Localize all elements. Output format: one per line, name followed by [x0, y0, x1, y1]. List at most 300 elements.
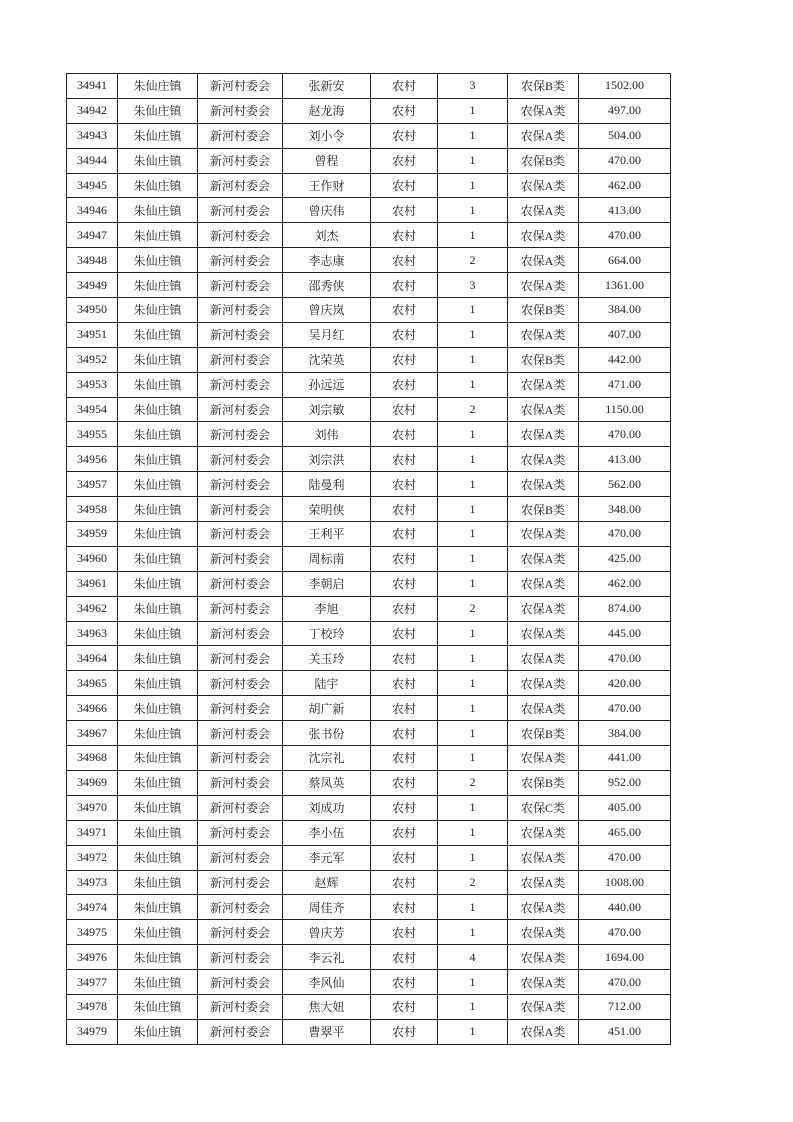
area-type-cell: 农村: [371, 522, 438, 547]
amount-cell: 384.00: [579, 721, 671, 746]
village-committee-cell: 新河村委会: [198, 596, 283, 621]
household-count-cell: 1: [438, 920, 508, 945]
town-cell: 朱仙庄镇: [118, 298, 198, 323]
row-id-cell: 34975: [67, 920, 118, 945]
row-id-cell: 34972: [67, 845, 118, 870]
household-count-cell: 1: [438, 571, 508, 596]
village-committee-cell: 新河村委会: [198, 223, 283, 248]
insurance-category-cell: 农保A类: [508, 123, 579, 148]
table-row: [67, 795, 671, 820]
person-name-cell: 刘宗洪: [283, 447, 371, 472]
household-count-cell: 1: [438, 198, 508, 223]
table-row: [67, 298, 671, 323]
person-name-cell: 王利平: [283, 522, 371, 547]
row-id-cell: 34971: [67, 820, 118, 845]
town-cell: 朱仙庄镇: [118, 472, 198, 497]
table-row: [67, 1019, 671, 1044]
insurance-category-cell: 农保B类: [508, 74, 579, 99]
person-name-cell: 邵秀侠: [283, 273, 371, 298]
table-row: [67, 447, 671, 472]
table-row: [67, 422, 671, 447]
amount-cell: 440.00: [579, 895, 671, 920]
insurance-category-cell: 农保C类: [508, 795, 579, 820]
amount-cell: 470.00: [579, 970, 671, 995]
household-count-cell: 3: [438, 74, 508, 99]
amount-cell: 562.00: [579, 472, 671, 497]
amount-cell: 1150.00: [579, 397, 671, 422]
town-cell: 朱仙庄镇: [118, 546, 198, 571]
village-committee-cell: 新河村委会: [198, 671, 283, 696]
data-table: [66, 73, 671, 1045]
town-cell: 朱仙庄镇: [118, 571, 198, 596]
amount-cell: 407.00: [579, 322, 671, 347]
village-committee-cell: 新河村委会: [198, 347, 283, 372]
table-row: [67, 322, 671, 347]
table-row: [67, 646, 671, 671]
insurance-category-cell: 农保A类: [508, 522, 579, 547]
table-row: [67, 347, 671, 372]
amount-cell: 384.00: [579, 298, 671, 323]
town-cell: 朱仙庄镇: [118, 397, 198, 422]
insurance-category-cell: 农保A类: [508, 1019, 579, 1044]
insurance-category-cell: 农保A类: [508, 970, 579, 995]
amount-cell: 445.00: [579, 621, 671, 646]
area-type-cell: 农村: [371, 447, 438, 472]
town-cell: 朱仙庄镇: [118, 322, 198, 347]
town-cell: 朱仙庄镇: [118, 746, 198, 771]
household-count-cell: 1: [438, 223, 508, 248]
area-type-cell: 农村: [371, 770, 438, 795]
table-row: [67, 123, 671, 148]
amount-cell: 470.00: [579, 148, 671, 173]
household-count-cell: 1: [438, 820, 508, 845]
amount-cell: 497.00: [579, 98, 671, 123]
amount-cell: 462.00: [579, 571, 671, 596]
town-cell: 朱仙庄镇: [118, 372, 198, 397]
area-type-cell: 农村: [371, 472, 438, 497]
household-count-cell: 1: [438, 522, 508, 547]
insurance-category-cell: 农保A类: [508, 646, 579, 671]
household-count-cell: 1: [438, 123, 508, 148]
row-id-cell: 34949: [67, 273, 118, 298]
row-id-cell: 34946: [67, 198, 118, 223]
insurance-category-cell: 农保A类: [508, 820, 579, 845]
insurance-category-cell: 农保A类: [508, 372, 579, 397]
amount-cell: 470.00: [579, 646, 671, 671]
area-type-cell: 农村: [371, 1019, 438, 1044]
row-id-cell: 34966: [67, 696, 118, 721]
amount-cell: 470.00: [579, 223, 671, 248]
area-type-cell: 农村: [371, 422, 438, 447]
table-row: [67, 248, 671, 273]
table-row: [67, 223, 671, 248]
person-name-cell: 曹翠平: [283, 1019, 371, 1044]
village-committee-cell: 新河村委会: [198, 770, 283, 795]
area-type-cell: 农村: [371, 820, 438, 845]
table-row: [67, 522, 671, 547]
row-id-cell: 34942: [67, 98, 118, 123]
row-id-cell: 34973: [67, 870, 118, 895]
town-cell: 朱仙庄镇: [118, 870, 198, 895]
amount-cell: 664.00: [579, 248, 671, 273]
person-name-cell: 王作财: [283, 173, 371, 198]
row-id-cell: 34959: [67, 522, 118, 547]
household-count-cell: 1: [438, 372, 508, 397]
table-row: [67, 870, 671, 895]
person-name-cell: 李元军: [283, 845, 371, 870]
amount-cell: 470.00: [579, 845, 671, 870]
row-id-cell: 34977: [67, 970, 118, 995]
town-cell: 朱仙庄镇: [118, 347, 198, 372]
household-count-cell: 2: [438, 596, 508, 621]
person-name-cell: 李旭: [283, 596, 371, 621]
table-row: [67, 994, 671, 1019]
town-cell: 朱仙庄镇: [118, 596, 198, 621]
table-row: [67, 920, 671, 945]
town-cell: 朱仙庄镇: [118, 273, 198, 298]
area-type-cell: 农村: [371, 248, 438, 273]
village-committee-cell: 新河村委会: [198, 522, 283, 547]
person-name-cell: 张书份: [283, 721, 371, 746]
town-cell: 朱仙庄镇: [118, 671, 198, 696]
town-cell: 朱仙庄镇: [118, 173, 198, 198]
person-name-cell: 荣明侠: [283, 497, 371, 522]
table-row: [67, 895, 671, 920]
insurance-category-cell: 农保A类: [508, 945, 579, 970]
household-count-cell: 1: [438, 298, 508, 323]
table-row: [67, 148, 671, 173]
insurance-category-cell: 农保A类: [508, 98, 579, 123]
town-cell: 朱仙庄镇: [118, 223, 198, 248]
town-cell: 朱仙庄镇: [118, 845, 198, 870]
person-name-cell: 周佳齐: [283, 895, 371, 920]
row-id-cell: 34970: [67, 795, 118, 820]
person-name-cell: 李云礼: [283, 945, 371, 970]
person-name-cell: 吴月红: [283, 322, 371, 347]
amount-cell: 413.00: [579, 198, 671, 223]
insurance-category-cell: 农保A类: [508, 596, 579, 621]
person-name-cell: 刘杰: [283, 223, 371, 248]
area-type-cell: 农村: [371, 970, 438, 995]
person-name-cell: 蔡凤英: [283, 770, 371, 795]
amount-cell: 1502.00: [579, 74, 671, 99]
amount-cell: 470.00: [579, 422, 671, 447]
village-committee-cell: 新河村委会: [198, 920, 283, 945]
insurance-category-cell: 农保B类: [508, 721, 579, 746]
household-count-cell: 1: [438, 646, 508, 671]
insurance-category-cell: 农保B类: [508, 298, 579, 323]
area-type-cell: 农村: [371, 696, 438, 721]
village-committee-cell: 新河村委会: [198, 198, 283, 223]
village-committee-cell: 新河村委会: [198, 273, 283, 298]
area-type-cell: 农村: [371, 795, 438, 820]
area-type-cell: 农村: [371, 273, 438, 298]
village-committee-cell: 新河村委会: [198, 372, 283, 397]
village-committee-cell: 新河村委会: [198, 472, 283, 497]
village-committee-cell: 新河村委会: [198, 696, 283, 721]
amount-cell: 451.00: [579, 1019, 671, 1044]
household-count-cell: 1: [438, 994, 508, 1019]
row-id-cell: 34961: [67, 571, 118, 596]
household-count-cell: 1: [438, 347, 508, 372]
town-cell: 朱仙庄镇: [118, 795, 198, 820]
person-name-cell: 孙远远: [283, 372, 371, 397]
table-row: [67, 596, 671, 621]
town-cell: 朱仙庄镇: [118, 74, 198, 99]
table-row: [67, 671, 671, 696]
insurance-category-cell: 农保A类: [508, 621, 579, 646]
area-type-cell: 农村: [371, 994, 438, 1019]
amount-cell: 470.00: [579, 696, 671, 721]
person-name-cell: 曾庆芳: [283, 920, 371, 945]
household-count-cell: 1: [438, 970, 508, 995]
row-id-cell: 34954: [67, 397, 118, 422]
table-row: [67, 621, 671, 646]
town-cell: 朱仙庄镇: [118, 920, 198, 945]
household-count-cell: 1: [438, 472, 508, 497]
table-row: [67, 845, 671, 870]
household-count-cell: 1: [438, 546, 508, 571]
household-count-cell: 2: [438, 397, 508, 422]
area-type-cell: 农村: [371, 74, 438, 99]
village-committee-cell: 新河村委会: [198, 123, 283, 148]
household-count-cell: 1: [438, 98, 508, 123]
insurance-category-cell: 农保A类: [508, 546, 579, 571]
town-cell: 朱仙庄镇: [118, 945, 198, 970]
household-count-cell: 2: [438, 770, 508, 795]
row-id-cell: 34943: [67, 123, 118, 148]
area-type-cell: 农村: [371, 347, 438, 372]
row-id-cell: 34957: [67, 472, 118, 497]
village-committee-cell: 新河村委会: [198, 571, 283, 596]
village-committee-cell: 新河村委会: [198, 994, 283, 1019]
village-committee-cell: 新河村委会: [198, 870, 283, 895]
person-name-cell: 刘成功: [283, 795, 371, 820]
area-type-cell: 农村: [371, 223, 438, 248]
insurance-category-cell: 农保A类: [508, 696, 579, 721]
area-type-cell: 农村: [371, 298, 438, 323]
area-type-cell: 农村: [371, 870, 438, 895]
table-row: [67, 696, 671, 721]
person-name-cell: 曾庆岚: [283, 298, 371, 323]
village-committee-cell: 新河村委会: [198, 422, 283, 447]
town-cell: 朱仙庄镇: [118, 123, 198, 148]
insurance-category-cell: 农保A类: [508, 870, 579, 895]
row-id-cell: 34960: [67, 546, 118, 571]
person-name-cell: 李志康: [283, 248, 371, 273]
person-name-cell: 陆宇: [283, 671, 371, 696]
row-id-cell: 34964: [67, 646, 118, 671]
amount-cell: 1008.00: [579, 870, 671, 895]
row-id-cell: 34979: [67, 1019, 118, 1044]
table-body: [67, 74, 671, 1045]
household-count-cell: 4: [438, 945, 508, 970]
table-row: [67, 721, 671, 746]
town-cell: 朱仙庄镇: [118, 1019, 198, 1044]
area-type-cell: 农村: [371, 895, 438, 920]
household-count-cell: 1: [438, 148, 508, 173]
table-row: [67, 273, 671, 298]
amount-cell: 874.00: [579, 596, 671, 621]
village-committee-cell: 新河村委会: [198, 970, 283, 995]
person-name-cell: 胡广新: [283, 696, 371, 721]
person-name-cell: 沈荣英: [283, 347, 371, 372]
village-committee-cell: 新河村委会: [198, 397, 283, 422]
table-row: [67, 770, 671, 795]
row-id-cell: 34967: [67, 721, 118, 746]
village-committee-cell: 新河村委会: [198, 845, 283, 870]
insurance-category-cell: 农保A类: [508, 273, 579, 298]
row-id-cell: 34952: [67, 347, 118, 372]
insurance-category-cell: 农保B类: [508, 770, 579, 795]
area-type-cell: 农村: [371, 920, 438, 945]
household-count-cell: 1: [438, 322, 508, 347]
row-id-cell: 34945: [67, 173, 118, 198]
row-id-cell: 34950: [67, 298, 118, 323]
table-row: [67, 173, 671, 198]
amount-cell: 441.00: [579, 746, 671, 771]
village-committee-cell: 新河村委会: [198, 746, 283, 771]
insurance-category-cell: 农保A类: [508, 746, 579, 771]
area-type-cell: 农村: [371, 571, 438, 596]
insurance-category-cell: 农保A类: [508, 198, 579, 223]
area-type-cell: 农村: [371, 397, 438, 422]
person-name-cell: 焦大妞: [283, 994, 371, 1019]
insurance-category-cell: 农保A类: [508, 422, 579, 447]
person-name-cell: 李风仙: [283, 970, 371, 995]
person-name-cell: 李朝启: [283, 571, 371, 596]
village-committee-cell: 新河村委会: [198, 820, 283, 845]
household-count-cell: 1: [438, 173, 508, 198]
amount-cell: 504.00: [579, 123, 671, 148]
amount-cell: 420.00: [579, 671, 671, 696]
village-committee-cell: 新河村委会: [198, 298, 283, 323]
insurance-category-cell: 农保A类: [508, 248, 579, 273]
household-count-cell: 1: [438, 1019, 508, 1044]
row-id-cell: 34948: [67, 248, 118, 273]
town-cell: 朱仙庄镇: [118, 820, 198, 845]
amount-cell: 462.00: [579, 173, 671, 198]
row-id-cell: 34965: [67, 671, 118, 696]
person-name-cell: 周标南: [283, 546, 371, 571]
village-committee-cell: 新河村委会: [198, 945, 283, 970]
table-row: [67, 970, 671, 995]
household-count-cell: 3: [438, 273, 508, 298]
village-committee-cell: 新河村委会: [198, 173, 283, 198]
area-type-cell: 农村: [371, 746, 438, 771]
table-row: [67, 198, 671, 223]
household-count-cell: 1: [438, 895, 508, 920]
area-type-cell: 农村: [371, 596, 438, 621]
town-cell: 朱仙庄镇: [118, 621, 198, 646]
row-id-cell: 34976: [67, 945, 118, 970]
amount-cell: 952.00: [579, 770, 671, 795]
row-id-cell: 34974: [67, 895, 118, 920]
row-id-cell: 34978: [67, 994, 118, 1019]
town-cell: 朱仙庄镇: [118, 770, 198, 795]
village-committee-cell: 新河村委会: [198, 646, 283, 671]
area-type-cell: 农村: [371, 148, 438, 173]
town-cell: 朱仙庄镇: [118, 696, 198, 721]
person-name-cell: 赵辉: [283, 870, 371, 895]
amount-cell: 413.00: [579, 447, 671, 472]
household-count-cell: 1: [438, 795, 508, 820]
village-committee-cell: 新河村委会: [198, 248, 283, 273]
row-id-cell: 34956: [67, 447, 118, 472]
household-count-cell: 1: [438, 621, 508, 646]
person-name-cell: 丁校玲: [283, 621, 371, 646]
area-type-cell: 农村: [371, 845, 438, 870]
town-cell: 朱仙庄镇: [118, 895, 198, 920]
insurance-category-cell: 农保A类: [508, 895, 579, 920]
village-committee-cell: 新河村委会: [198, 322, 283, 347]
town-cell: 朱仙庄镇: [118, 447, 198, 472]
insurance-category-cell: 农保A类: [508, 397, 579, 422]
amount-cell: 470.00: [579, 920, 671, 945]
town-cell: 朱仙庄镇: [118, 422, 198, 447]
town-cell: 朱仙庄镇: [118, 248, 198, 273]
household-count-cell: 1: [438, 696, 508, 721]
town-cell: 朱仙庄镇: [118, 721, 198, 746]
insurance-category-cell: 农保A类: [508, 223, 579, 248]
amount-cell: 348.00: [579, 497, 671, 522]
insurance-category-cell: 农保A类: [508, 472, 579, 497]
person-name-cell: 曾程: [283, 148, 371, 173]
area-type-cell: 农村: [371, 671, 438, 696]
insurance-category-cell: 农保A类: [508, 173, 579, 198]
amount-cell: 712.00: [579, 994, 671, 1019]
village-committee-cell: 新河村委会: [198, 74, 283, 99]
village-committee-cell: 新河村委会: [198, 447, 283, 472]
area-type-cell: 农村: [371, 372, 438, 397]
insurance-category-cell: 农保A类: [508, 571, 579, 596]
village-committee-cell: 新河村委会: [198, 621, 283, 646]
village-committee-cell: 新河村委会: [198, 795, 283, 820]
amount-cell: 442.00: [579, 347, 671, 372]
insurance-category-cell: 农保A类: [508, 322, 579, 347]
row-id-cell: 34944: [67, 148, 118, 173]
person-name-cell: 李小伍: [283, 820, 371, 845]
household-count-cell: 1: [438, 845, 508, 870]
person-name-cell: 陆曼利: [283, 472, 371, 497]
area-type-cell: 农村: [371, 173, 438, 198]
amount-cell: 405.00: [579, 795, 671, 820]
person-name-cell: 曾庆伟: [283, 198, 371, 223]
row-id-cell: 34951: [67, 322, 118, 347]
area-type-cell: 农村: [371, 98, 438, 123]
row-id-cell: 34968: [67, 746, 118, 771]
insurance-category-cell: 农保B类: [508, 148, 579, 173]
area-type-cell: 农村: [371, 322, 438, 347]
area-type-cell: 农村: [371, 621, 438, 646]
household-count-cell: 1: [438, 497, 508, 522]
table-row: [67, 98, 671, 123]
table-row: [67, 397, 671, 422]
household-count-cell: 1: [438, 746, 508, 771]
table-row: [67, 497, 671, 522]
table-row: [67, 472, 671, 497]
town-cell: 朱仙庄镇: [118, 994, 198, 1019]
area-type-cell: 农村: [371, 198, 438, 223]
town-cell: 朱仙庄镇: [118, 522, 198, 547]
village-committee-cell: 新河村委会: [198, 546, 283, 571]
person-name-cell: 刘宗敏: [283, 397, 371, 422]
household-count-cell: 1: [438, 671, 508, 696]
amount-cell: 465.00: [579, 820, 671, 845]
insurance-category-cell: 农保A类: [508, 671, 579, 696]
town-cell: 朱仙庄镇: [118, 497, 198, 522]
amount-cell: 471.00: [579, 372, 671, 397]
